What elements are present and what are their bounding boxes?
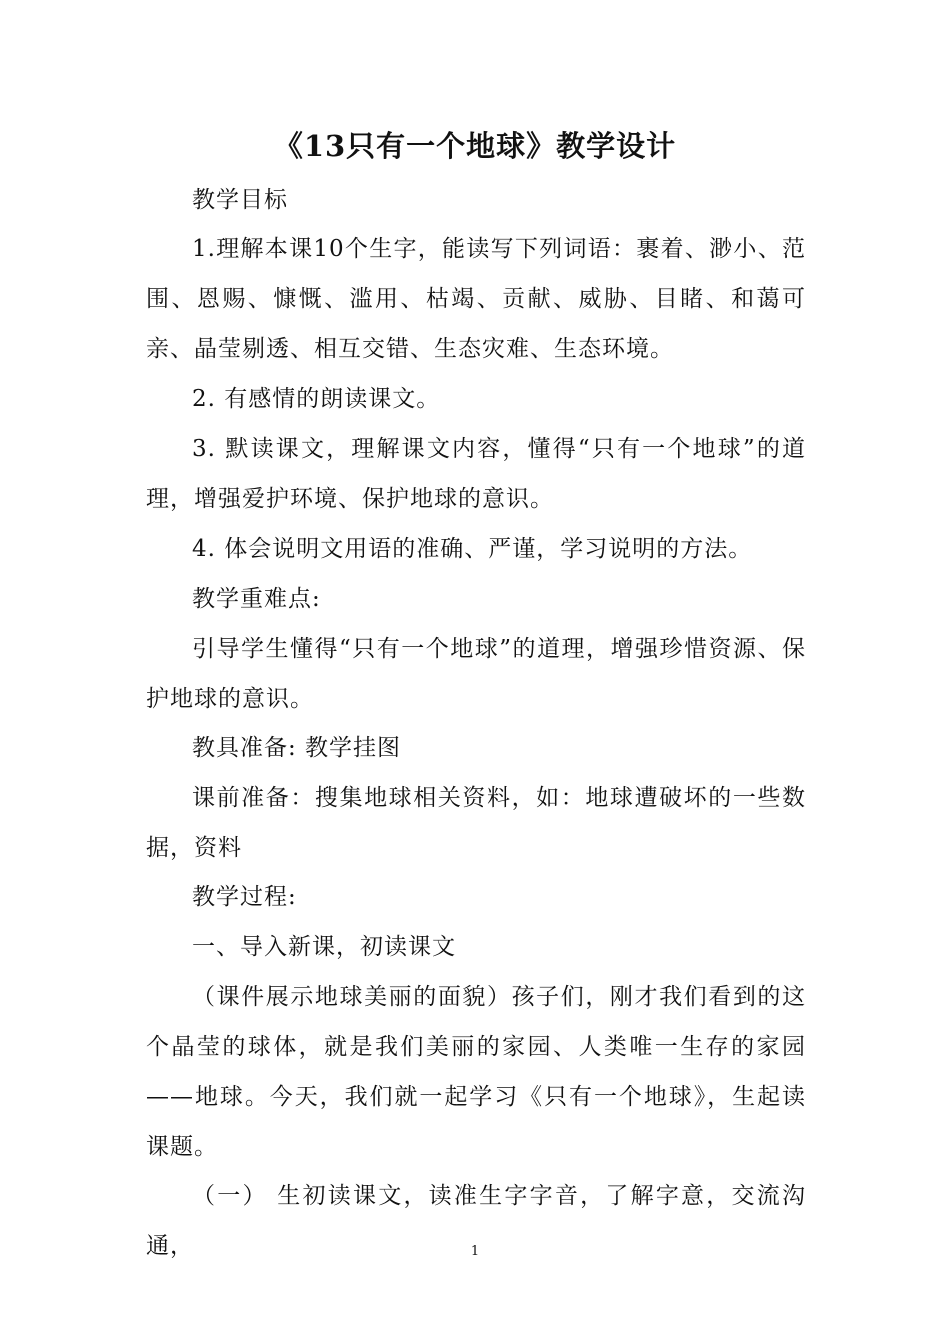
- teaching-aids: 教具准备: 教学挂图: [192, 735, 402, 761]
- objective-2: 2. 有感情的朗读课文。: [192, 386, 441, 412]
- step-1-sub-1: （一） 生初读课文，读准生字字音，了解字意，交流沟通，: [146, 1183, 806, 1259]
- objective-4: 4. 体会说明文用语的准确、严谨，学习说明的方法。: [192, 536, 753, 562]
- key-points-text: 引导学生懂得“只有一个地球”的道理，增强珍惜资源、保护地球的意识。: [146, 636, 806, 712]
- objective-3: 3. 默读课文，理解课文内容，懂得“只有一个地球”的道理，增强爱护环境、保护地球的意识。: [146, 436, 806, 512]
- objective-1: 1.理解本课10个生字，能读写下列词语：裹着、渺小、范围、恩赐、慷慨、滥用、枯竭、贡献、威胁、目睹、和蔼可亲、晶莹剔透、相互交错、生态灾难、生态环境。: [146, 236, 806, 362]
- section-heading-key-points: 教学重难点:: [192, 586, 321, 612]
- document-title: 《13只有一个地球》教学设计: [273, 129, 677, 163]
- section-heading-objectives: 教学目标: [192, 187, 288, 213]
- page-number: 1: [470, 1244, 480, 1259]
- section-heading-process: 教学过程:: [192, 884, 297, 910]
- preparation: 课前准备：搜集地球相关资料，如：地球遭破坏的一些数据，资料: [146, 785, 806, 861]
- step-1-heading: 一、导入新课，初读课文: [192, 934, 456, 960]
- step-1-intro: （课件展示地球美丽的面貌）孩子们，刚才我们看到的这个晶莹的球体，就是我们美丽的家园、人类唯一生存的家园——地球。今天，我们就一起学习《只有一个地球》，生起读课题。: [146, 984, 806, 1160]
